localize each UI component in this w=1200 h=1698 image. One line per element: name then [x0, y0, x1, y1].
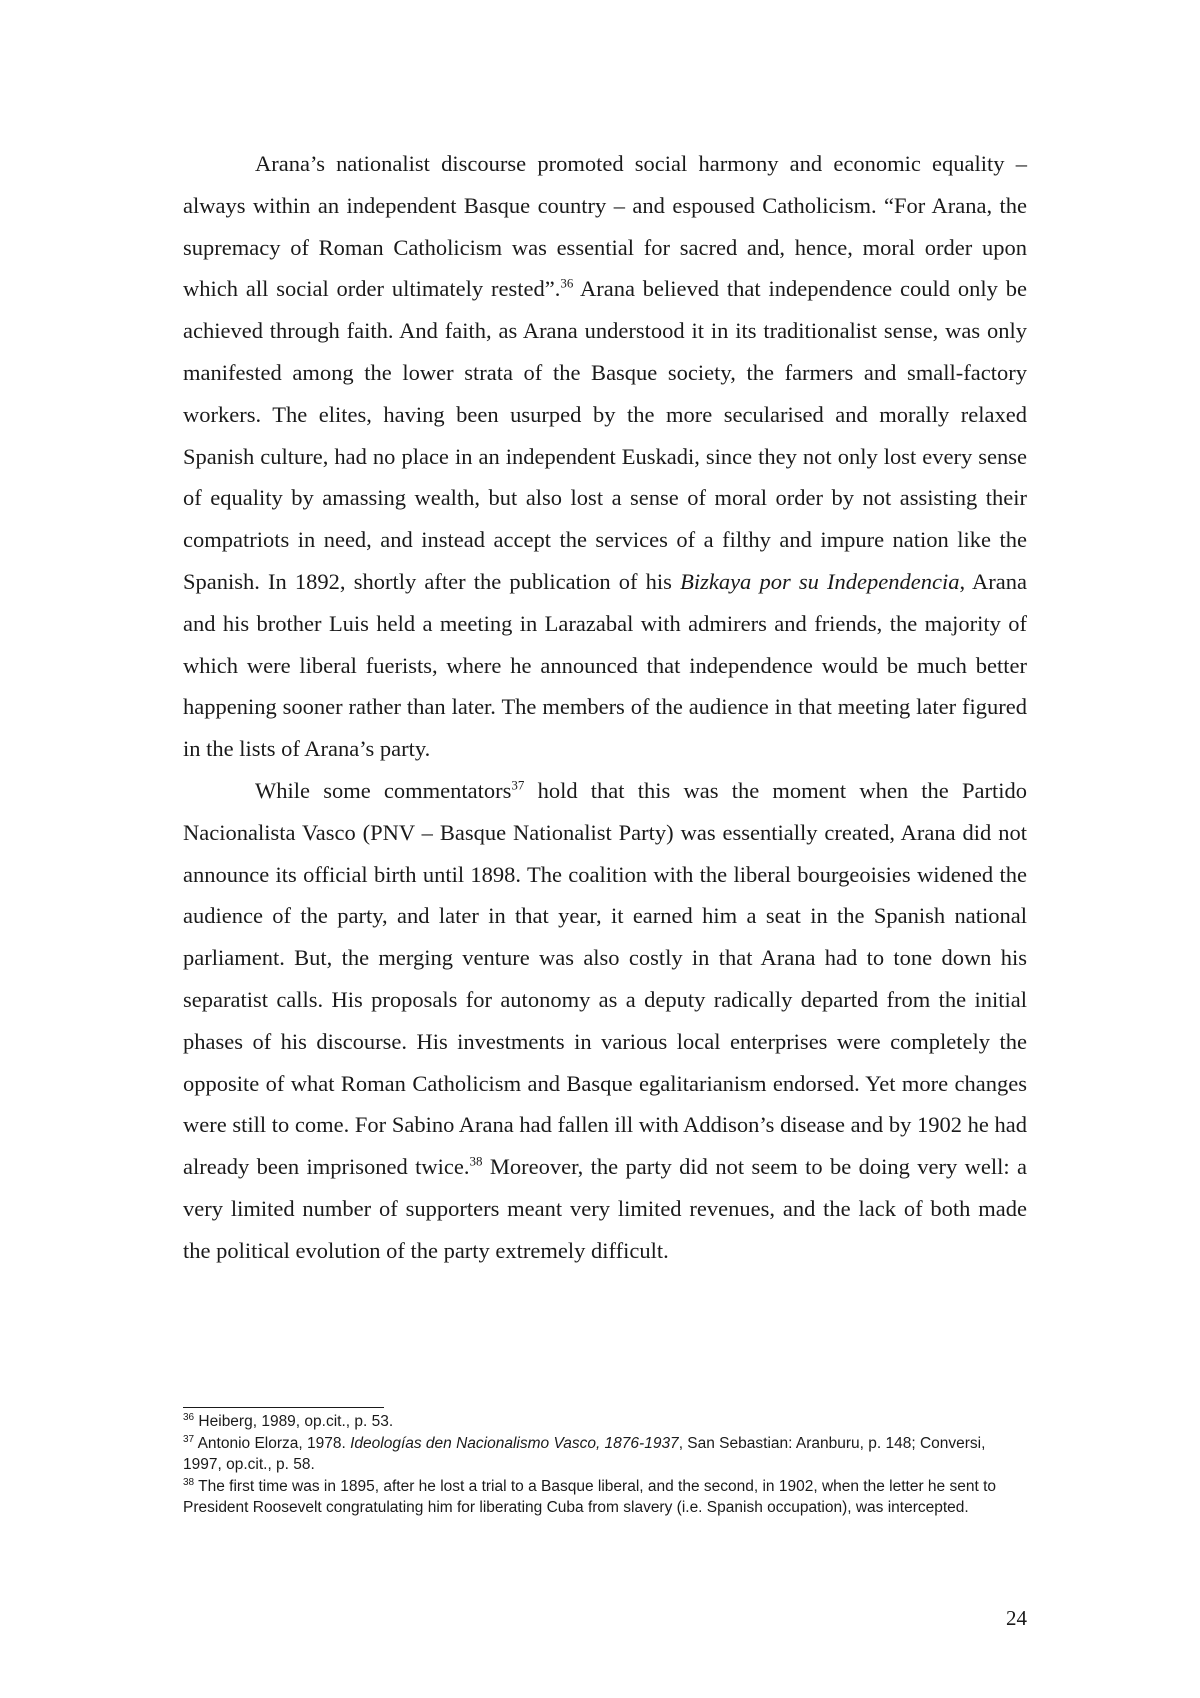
footnote-36-text: Heiberg, 1989, op.cit., p. 53.: [194, 1413, 394, 1430]
footnote-ref-38: 38: [469, 1153, 483, 1169]
body-text: [183, 143, 1027, 1272]
footnote-38-text: The first time was in 1895, after he lost a trial to a Basque liberal, and the second, in 1902, when the letter he sent to President Roosevelt congratulating him for liberating Cuba from slavery (i.e. Spanish occupation), was intercepted.: [183, 1477, 997, 1516]
footnote-mark-38: 38: [183, 1476, 195, 1488]
paragraph-2: [183, 770, 1027, 1272]
footnote-37: [183, 1433, 1027, 1476]
page-number: 24: [1006, 1606, 1027, 1630]
footnote-ref-37: 37: [511, 777, 525, 793]
paragraph-2-text-c: Moreover, the party did not seem to be doing very well: a very limited number of supporters meant very limited revenues, and the lack of both made the political evolution of the party extremely difficult.: [183, 1154, 1027, 1263]
footnotes: [183, 1411, 1027, 1519]
paragraph-2-text-a: While some commentators: [255, 777, 512, 803]
footnote-36: [183, 1411, 1027, 1433]
footnote-37-pre: Antonio Elorza, 1978.: [194, 1434, 351, 1452]
paragraph-2-text-b: hold that this was the moment when the Partido Nacionalista Vasco (PNV – Basque Nationalist Party) was essentially created, Arana did not announce its official birth until 1898. The coalition with the liberal bourgeoisies widened the audience of the party, and later in that year, it earned him a seat in the Spanish national parliament. But, the merging venture was also costly in that Arana had to tone down his separatist calls. His proposals for autonomy as a deputy radically departed from the initial phases of his discourse. His investments in various local enterprises were completely the opposite of what Roman Catholicism and Basque egalitarianism endorsed. Yet more changes were still to come. For Sabino Arana had fallen ill with Addison’s disease and by 1902 he had already been imprisoned twice.: [183, 777, 1028, 1180]
footnote-separator: [183, 1407, 384, 1408]
footnote-37-post: , San Sebastian: Aranburu, p. 148; Conversi, 1997, op.cit., p. 58.: [183, 1434, 986, 1473]
paragraph-1-text-b: Arana believed that independence could only be achieved through faith. And faith, as Arana understood it in its traditionalist sense, was only manifested among the lower strata of the Basque society, the farmers and small-factory workers. The elites, having been usurped by the more secularised and morally relaxed Spanish culture, had no place in an independent Euskadi, since they not only lost every sense of equality by amassing wealth, but also lost a sense of moral order by not assisting their compatriots in need, and instead accept the services of a filthy and impure nation like the Spanish. In 1892, shortly after the publication of his: [183, 276, 1027, 594]
paragraph-1-text-c: , Arana and his brother Luis held a meeting in Larazabal with admirers and friends, the majority of which were liberal fuerists, where he announced that independence would be much better happening sooner rather than later. The members of the audience in that meeting later figured in the lists of Arana’s party.: [183, 568, 1027, 762]
footnote-37-title: Ideologías den Nacionalismo Vasco, 1876-1937: [350, 1434, 679, 1452]
footnote-38: [183, 1476, 1027, 1519]
footnote-mark-37: 37: [183, 1433, 195, 1445]
footnote-ref-36: 36: [560, 275, 574, 291]
paragraph-1: [183, 143, 1027, 770]
footnote-mark-36: 36: [183, 1411, 195, 1423]
paragraph-1-text-a: Arana’s nationalist discourse promoted social harmony and economic equality – always within an independent Basque country – and espoused Catholicism. “For Arana, the supremacy of Roman Catholicism was essential for sacred and, hence, moral order upon which all social order ultimately rested”.: [183, 151, 1027, 302]
book-title: Bizkaya por su Independencia: [680, 568, 960, 594]
